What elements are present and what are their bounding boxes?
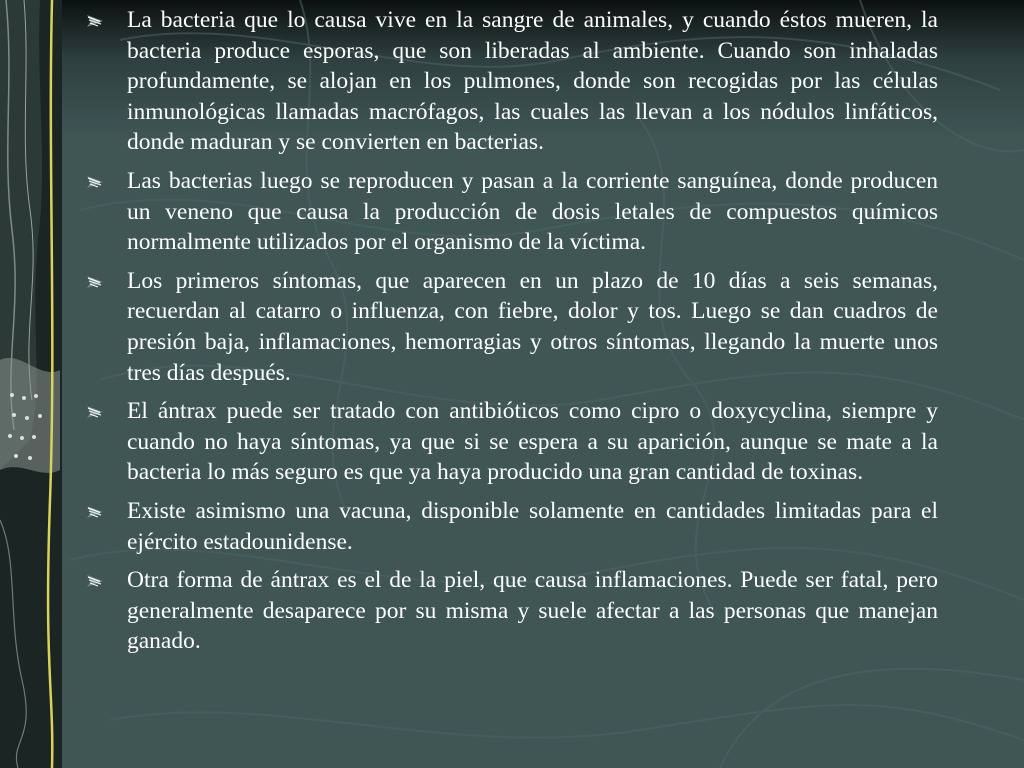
bullet-item <box>86 496 938 557</box>
bullet-text: Los primeros síntomas, que aparecen en un plazo de 10 días a seis semanas, recuerdan al catarro o influenza, con fiebre, dolor y tos. Luego se dan cuadros de presión baja, inflamaciones, hemorragias y otros síntomas, llegando la muerte unos tres días después. <box>127 267 938 386</box>
bullet-arrow-icon <box>86 404 104 420</box>
bullet-text: La bacteria que lo causa vive en la sangre de animales, y cuando éstos mueren, la bacteria produce esporas, que son liberadas al ambiente. Cuando son inhaladas profundamente, se alojan en los pulmones, donde son recogidas por las células inmunológicas llamadas macrófagos, las cuales las llevan a los nódulos linfáticos, donde maduran y se convierten en bacterias. <box>127 7 938 156</box>
bullet-text: Existe asimismo una vacuna, disponible solamente en cantidades limitadas para el ejército estadounidense. <box>127 497 938 555</box>
bullet-arrow-icon <box>86 573 104 589</box>
decorative-side-strip <box>0 0 62 768</box>
bullet-text: Las bacterias luego se reproducen y pasan a la corriente sanguínea, donde producen un veneno que causa la producción de dosis letales de compuestos químicos normalmente utilizados por el organismo de la víctima. <box>127 167 938 256</box>
bullet-list <box>86 5 938 665</box>
bullet-arrow-icon <box>86 13 104 29</box>
bullet-item <box>86 5 938 158</box>
bullet-item <box>86 266 938 388</box>
bullet-text: El ántrax puede ser tratado con antibióticos como cipro o doxycyclina, siempre y cuando no haya síntomas, ya que si se espera a su aparición, aunque se mate a la bacteria lo más seguro es que ya haya producido una gran cantidad de toxinas. <box>127 398 938 486</box>
bullet-item <box>86 396 938 488</box>
bullet-text: Otra forma de ántrax es el de la piel, que causa inflamaciones. Puede ser fatal, pero generalmente desaparece por su misma y suele afectar a las personas que manejan ganado. <box>127 567 938 655</box>
bullet-arrow-icon <box>86 274 104 290</box>
bullet-item <box>86 166 938 258</box>
bullet-item <box>86 565 938 657</box>
bullet-arrow-icon <box>86 174 104 190</box>
bullet-arrow-icon <box>86 504 104 520</box>
